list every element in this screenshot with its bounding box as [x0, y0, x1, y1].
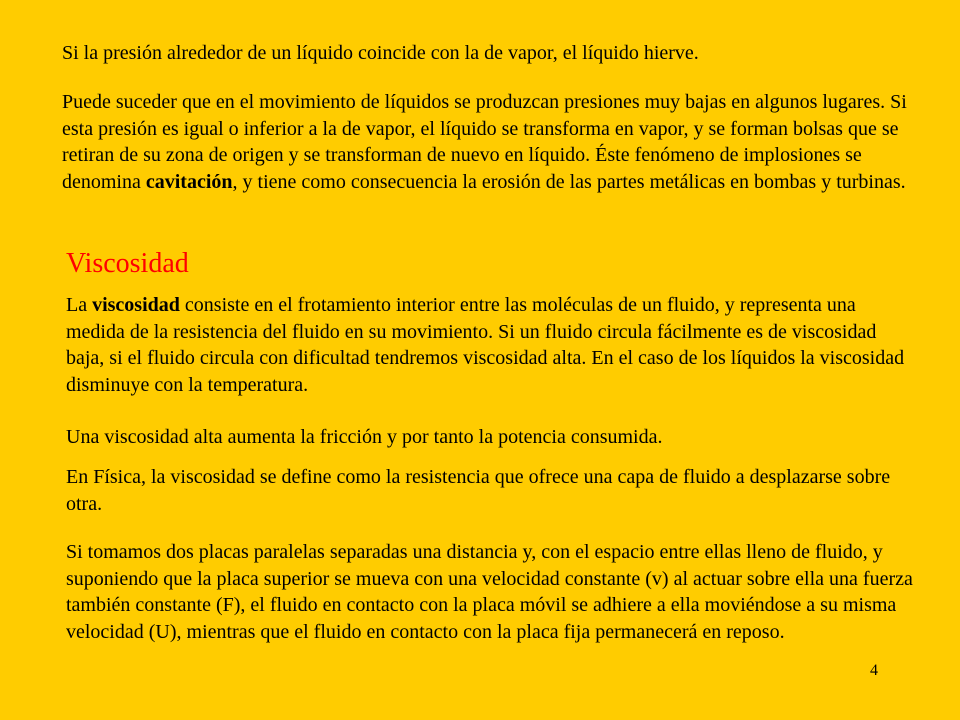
term-viscosity: viscosidad — [92, 294, 180, 316]
section-title-viscosity: Viscosidad — [66, 248, 189, 279]
paragraph-cavitation-text-end: , y tiene como consecuencia la erosión de las partes metálicas en bombas y turbinas. — [232, 170, 906, 193]
paragraph-cavitation-text-start: Puede suceder que en el movimiento de líquidos se produzcan presiones muy bajas en algunos lugares. Si esta presión es igual o inferior a la de vapor, el líquido se transforma en vapor, y se forman bolsas que se retiran de su zona de origen y se transforman de nuevo en líquido. Éste fenómeno de implosiones se denomina — [62, 91, 907, 193]
paragraph-viscosity-definition — [66, 292, 916, 398]
paragraph-cavitation — [62, 89, 917, 195]
paragraph-viscosity-friction: Una viscosidad alta aumenta la fricción y por tanto la potencia consumida. — [66, 426, 663, 448]
paragraph-vapor-pressure: Si la presión alrededor de un líquido coincide con la de vapor, el líquido hierve. — [62, 42, 699, 64]
paragraph-viscosity-physics: En Física, la viscosidad se define como la resistencia que ofrece una capa de fluido a desplazarse sobre otra. — [66, 466, 891, 515]
paragraph-parallel-plates: Si tomamos dos placas paralelas separadas una distancia y, con el espacio entre ellas lleno de fluido, y suponiendo que la placa superior se mueva con una velocidad constante (v) al actuar sobre ella una fuerza también constante (F), el fluido en contacto con la placa móvil se adhiere a ella moviéndose a su misma velocidad (U), mientras que el fluido en contacto con la placa fija permanecerá en reposo. — [66, 541, 913, 643]
page-number: 4 — [870, 662, 878, 679]
paragraph-viscosity-text-start: La — [66, 294, 93, 316]
term-cavitation: cavitación — [145, 170, 233, 193]
paragraph-viscosity-text-end: consiste en el frotamiento interior entre las moléculas de un fluido, y representa una medida de la resistencia del fluido en su movimiento. Si un fluido circula fácilmente es de viscosidad baja, si el fluido circula con dificultad tendremos viscosidad alta. En el caso de los líquidos la viscosidad disminuye con la temperatura. — [66, 294, 905, 396]
